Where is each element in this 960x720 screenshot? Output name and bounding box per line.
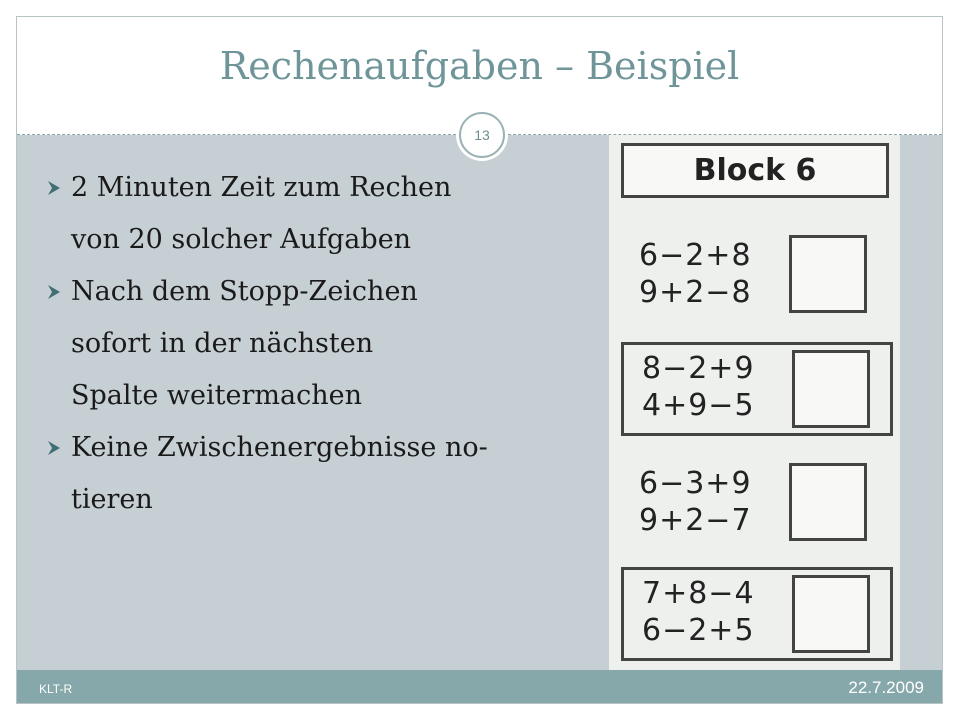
exercise-group [621, 567, 893, 661]
footer-bar [17, 670, 942, 703]
footer-date: 22.7.2009 [848, 678, 924, 697]
arrow-bullet-icon [45, 179, 63, 197]
answer-box [792, 350, 870, 428]
bullet-list [45, 162, 585, 526]
bullet-item [45, 162, 585, 266]
expression: 8−2+9 [642, 351, 755, 386]
bullet-text: von 20 solcher Aufgaben [71, 224, 412, 255]
footer-label: KLT-R [39, 682, 73, 696]
bullet-text: Nach dem Stopp-Zeichen [71, 276, 418, 307]
answer-box [789, 235, 867, 313]
expression: 9+2−7 [639, 503, 752, 538]
slide-number: 13 [459, 112, 505, 158]
answer-box [792, 575, 870, 653]
bullet-text: 2 Minuten Zeit zum Rechen [71, 172, 452, 203]
expression: 9+2−8 [639, 275, 752, 310]
bullet-text: Spalte weitermachen [71, 380, 362, 411]
bullet-text: Keine Zwischenergebnisse no- [71, 432, 488, 463]
block-label: Block 6 [621, 143, 889, 198]
bullet-item [45, 266, 585, 422]
answer-box [789, 463, 867, 541]
slide-title: Rechenaufgaben – Beispiel [219, 44, 740, 88]
exercise-group [621, 230, 893, 324]
expression: 6−2+8 [639, 238, 752, 273]
bullet-text: sofort in der nächsten [71, 328, 374, 359]
expression: 6−3+9 [639, 466, 752, 501]
expression: 6−2+5 [642, 613, 755, 648]
exercise-group [621, 458, 893, 552]
bullet-text: tieren [71, 484, 153, 515]
worksheet-image [609, 135, 900, 670]
expression: 4+9−5 [642, 388, 755, 423]
expression: 7+8−4 [642, 576, 755, 611]
exercise-group [621, 342, 893, 436]
arrow-bullet-icon [45, 283, 63, 301]
bullet-item [45, 422, 585, 526]
arrow-bullet-icon [45, 439, 63, 457]
